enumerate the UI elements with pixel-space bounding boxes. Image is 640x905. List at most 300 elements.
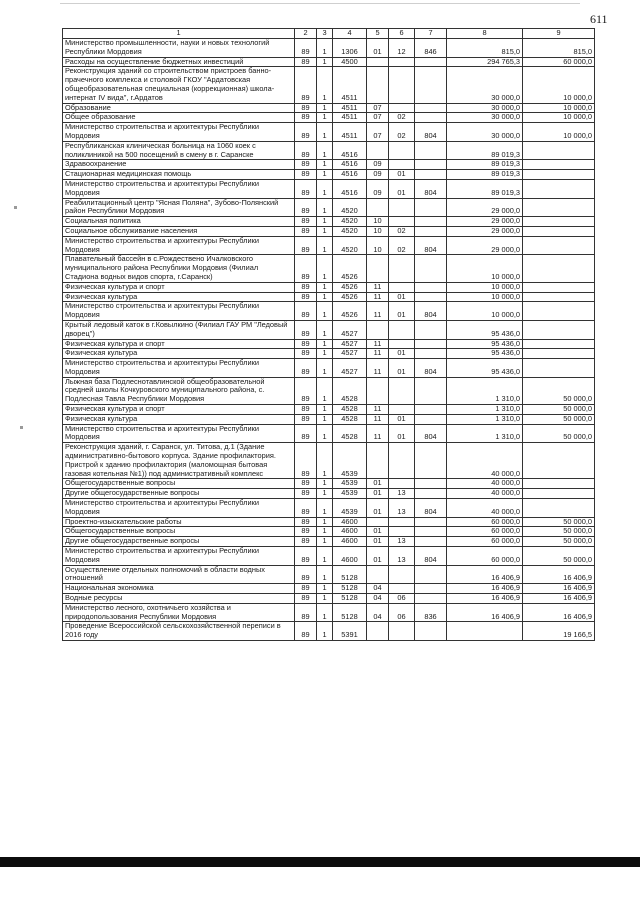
table-row <box>63 179 595 198</box>
cell-sum-1: 40 000,0 <box>447 479 523 489</box>
table-row <box>63 67 595 103</box>
cell-vr <box>415 405 447 415</box>
cell-sum-2: 16 406,9 <box>523 584 595 594</box>
cell-rz: 04 <box>367 584 389 594</box>
cell-sum-2 <box>523 179 595 198</box>
cell-sum-1: 10 000,0 <box>447 302 523 321</box>
cell-sum-2 <box>523 292 595 302</box>
cell-vr <box>415 339 447 349</box>
cell-vr: 804 <box>415 499 447 518</box>
cell-cs: 4527 <box>333 349 367 359</box>
cell-cs: 5128 <box>333 584 367 594</box>
cell-sum-2: 815,0 <box>523 39 595 58</box>
cell-cs: 4520 <box>333 198 367 217</box>
cell-sum-1: 16 406,9 <box>447 594 523 604</box>
cell-pr-sub <box>389 339 415 349</box>
cell-sum-1: 60 000,0 <box>447 537 523 547</box>
cell-sum-2: 16 406,9 <box>523 594 595 604</box>
cell-gr: 89 <box>295 622 317 641</box>
cell-pr-sub: 01 <box>389 170 415 180</box>
cell-vr: 846 <box>415 39 447 58</box>
cell-name: Физическая культура <box>63 349 295 359</box>
cell-cs: 5128 <box>333 565 367 584</box>
cell-gr: 89 <box>295 424 317 443</box>
cell-gr: 89 <box>295 320 317 339</box>
cell-vr <box>415 594 447 604</box>
cell-rz: 07 <box>367 113 389 123</box>
cell-sum-1: 29 000,0 <box>447 236 523 255</box>
cell-gr: 89 <box>295 57 317 67</box>
cell-cs: 4511 <box>333 103 367 113</box>
cell-pr-sub <box>389 67 415 103</box>
cell-sum-2: 16 406,9 <box>523 565 595 584</box>
table-row <box>63 339 595 349</box>
cell-vr <box>415 141 447 160</box>
cell-name: Министерство строительства и архитектуры Республики Мордовия <box>63 359 295 378</box>
cell-pr-sub: 06 <box>389 594 415 604</box>
cell-sum-1: 40 000,0 <box>447 443 523 479</box>
cell-rz: 11 <box>367 349 389 359</box>
cell-name: Другие общегосударственные вопросы <box>63 537 295 547</box>
cell-rz: 01 <box>367 499 389 518</box>
cell-sum-1: 89 019,3 <box>447 160 523 170</box>
table-row <box>63 282 595 292</box>
cell-vr <box>415 57 447 67</box>
cell-sum-2: 60 000,0 <box>523 57 595 67</box>
cell-pr: 1 <box>317 349 333 359</box>
cell-sum-2 <box>523 170 595 180</box>
cell-sum-1: 815,0 <box>447 39 523 58</box>
cell-pr-sub: 01 <box>389 359 415 378</box>
cell-pr-sub: 13 <box>389 537 415 547</box>
cell-cs: 4528 <box>333 424 367 443</box>
cell-name: Реконструкция зданий, г. Саранск, ул. Титова, д.1 (Здание административно-бытового корпуса. Здание профилактория. Пристрой к зданию профилактория (маломощная бытовая газовая котельная №1)) под административный комплекс <box>63 443 295 479</box>
cell-pr: 1 <box>317 282 333 292</box>
cell-vr <box>415 479 447 489</box>
cell-name: Проведение Всероссийской сельскохозяйственной переписи в 2016 году <box>63 622 295 641</box>
cell-name: Физическая культура и спорт <box>63 405 295 415</box>
cell-vr: 836 <box>415 603 447 622</box>
cell-sum-2 <box>523 217 595 227</box>
cell-name: Общее образование <box>63 113 295 123</box>
cell-pr: 1 <box>317 527 333 537</box>
cell-rz <box>367 517 389 527</box>
cell-vr <box>415 320 447 339</box>
cell-cs: 4527 <box>333 320 367 339</box>
cell-pr: 1 <box>317 103 333 113</box>
cell-rz <box>367 443 389 479</box>
cell-cs: 4520 <box>333 236 367 255</box>
margin-mark <box>14 206 17 209</box>
cell-pr: 1 <box>317 603 333 622</box>
cell-rz: 01 <box>367 527 389 537</box>
cell-name: Социальная политика <box>63 217 295 227</box>
cell-rz: 11 <box>367 292 389 302</box>
column-header-2: 2 <box>295 29 317 39</box>
column-header-5: 5 <box>367 29 389 39</box>
cell-vr <box>415 113 447 123</box>
cell-pr: 1 <box>317 443 333 479</box>
cell-sum-2 <box>523 255 595 282</box>
cell-sum-2 <box>523 339 595 349</box>
cell-pr-sub <box>389 141 415 160</box>
table-row <box>63 499 595 518</box>
cell-pr-sub <box>389 160 415 170</box>
cell-pr: 1 <box>317 489 333 499</box>
cell-gr: 89 <box>295 141 317 160</box>
cell-gr: 89 <box>295 292 317 302</box>
cell-sum-2 <box>523 160 595 170</box>
cell-pr-sub: 13 <box>389 489 415 499</box>
cell-vr <box>415 622 447 641</box>
cell-rz: 11 <box>367 302 389 321</box>
cell-pr-sub <box>389 517 415 527</box>
cell-sum-2: 50 000,0 <box>523 424 595 443</box>
cell-vr <box>415 292 447 302</box>
cell-sum-1: 89 019,3 <box>447 141 523 160</box>
cell-sum-2: 50 000,0 <box>523 537 595 547</box>
cell-pr-sub: 01 <box>389 179 415 198</box>
cell-vr <box>415 565 447 584</box>
cell-pr: 1 <box>317 359 333 378</box>
cell-pr: 1 <box>317 179 333 198</box>
cell-vr <box>415 443 447 479</box>
cell-cs: 4539 <box>333 479 367 489</box>
cell-rz: 11 <box>367 282 389 292</box>
table-row <box>63 57 595 67</box>
cell-gr: 89 <box>295 405 317 415</box>
cell-pr: 1 <box>317 517 333 527</box>
cell-name: Крытый ледовый каток в г.Ковылкино (Филиал ГАУ РМ "Ледовый дворец") <box>63 320 295 339</box>
cell-rz: 10 <box>367 217 389 227</box>
cell-name: Республиканская клиническая больница на 1060 коек с поликлиникой на 500 посещений в смену в г. Саранске <box>63 141 295 160</box>
cell-pr: 1 <box>317 236 333 255</box>
cell-pr: 1 <box>317 141 333 160</box>
cell-name: Стационарная медицинская помощь <box>63 170 295 180</box>
cell-rz: 07 <box>367 103 389 113</box>
cell-rz: 11 <box>367 414 389 424</box>
cell-cs: 5128 <box>333 594 367 604</box>
cell-gr: 89 <box>295 414 317 424</box>
cell-gr: 89 <box>295 113 317 123</box>
cell-rz <box>367 565 389 584</box>
cell-rz: 10 <box>367 236 389 255</box>
cell-vr <box>415 414 447 424</box>
cell-gr: 89 <box>295 255 317 282</box>
cell-sum-2 <box>523 141 595 160</box>
cell-pr-sub <box>389 377 415 404</box>
table-row <box>63 414 595 424</box>
cell-rz <box>367 377 389 404</box>
page-number: 611 <box>590 12 608 26</box>
cell-cs: 4527 <box>333 339 367 349</box>
cell-gr: 89 <box>295 527 317 537</box>
table-row <box>63 123 595 142</box>
cell-cs: 4526 <box>333 302 367 321</box>
cell-cs: 4511 <box>333 67 367 103</box>
cell-pr: 1 <box>317 302 333 321</box>
cell-sum-1: 30 000,0 <box>447 67 523 103</box>
cell-vr <box>415 282 447 292</box>
cell-rz: 04 <box>367 594 389 604</box>
cell-pr: 1 <box>317 377 333 404</box>
table-body <box>63 39 595 641</box>
cell-pr: 1 <box>317 67 333 103</box>
cell-cs: 4516 <box>333 179 367 198</box>
table-row <box>63 302 595 321</box>
cell-vr: 804 <box>415 359 447 378</box>
cell-name: Реабилитационный центр "Ясная Поляна", Зубово-Полянский район Республики Мордовия <box>63 198 295 217</box>
cell-pr: 1 <box>317 499 333 518</box>
cell-pr-sub <box>389 217 415 227</box>
cell-pr: 1 <box>317 113 333 123</box>
table-row <box>63 320 595 339</box>
cell-cs: 4500 <box>333 57 367 67</box>
cell-sum-1 <box>447 622 523 641</box>
table-row <box>63 377 595 404</box>
cell-sum-1: 95 436,0 <box>447 349 523 359</box>
cell-gr: 89 <box>295 603 317 622</box>
cell-cs: 4600 <box>333 537 367 547</box>
cell-cs: 4528 <box>333 414 367 424</box>
cell-name: Образование <box>63 103 295 113</box>
cell-sum-1: 16 406,9 <box>447 584 523 594</box>
table-row <box>63 517 595 527</box>
column-header-1: 1 <box>63 29 295 39</box>
cell-name: Министерство промышленности, науки и новых технологий Республики Мордовия <box>63 39 295 58</box>
cell-vr <box>415 489 447 499</box>
cell-vr <box>415 255 447 282</box>
cell-rz: 11 <box>367 424 389 443</box>
cell-pr: 1 <box>317 198 333 217</box>
cell-cs: 4516 <box>333 170 367 180</box>
cell-pr: 1 <box>317 123 333 142</box>
cell-cs: 4520 <box>333 217 367 227</box>
cell-sum-1: 95 436,0 <box>447 359 523 378</box>
table-row <box>63 103 595 113</box>
cell-sum-2 <box>523 359 595 378</box>
cell-pr-sub: 01 <box>389 302 415 321</box>
cell-rz: 01 <box>367 537 389 547</box>
table-row <box>63 443 595 479</box>
cell-pr-sub: 12 <box>389 39 415 58</box>
table-row <box>63 236 595 255</box>
cell-gr: 89 <box>295 377 317 404</box>
cell-vr: 804 <box>415 424 447 443</box>
cell-name: Другие общегосударственные вопросы <box>63 489 295 499</box>
cell-vr <box>415 349 447 359</box>
cell-pr-sub: 02 <box>389 236 415 255</box>
cell-pr-sub: 01 <box>389 424 415 443</box>
column-header-9: 9 <box>523 29 595 39</box>
cell-sum-1: 40 000,0 <box>447 499 523 518</box>
cell-pr: 1 <box>317 339 333 349</box>
cell-gr: 89 <box>295 349 317 359</box>
cell-sum-1: 89 019,3 <box>447 170 523 180</box>
cell-pr: 1 <box>317 405 333 415</box>
cell-sum-2: 10 000,0 <box>523 67 595 103</box>
cell-sum-1: 60 000,0 <box>447 517 523 527</box>
cell-cs: 4528 <box>333 377 367 404</box>
cell-pr-sub <box>389 584 415 594</box>
cell-rz: 09 <box>367 179 389 198</box>
table-row <box>63 622 595 641</box>
cell-vr <box>415 67 447 103</box>
cell-sum-1: 29 000,0 <box>447 217 523 227</box>
cell-sum-1: 29 000,0 <box>447 226 523 236</box>
cell-gr: 89 <box>295 67 317 103</box>
cell-name: Министерство строительства и архитектуры Республики Мордовия <box>63 547 295 566</box>
cell-pr-sub <box>389 479 415 489</box>
cell-rz: 01 <box>367 479 389 489</box>
cell-sum-2 <box>523 479 595 489</box>
cell-sum-2 <box>523 349 595 359</box>
cell-pr: 1 <box>317 160 333 170</box>
cell-pr-sub <box>389 405 415 415</box>
table-row <box>63 39 595 58</box>
cell-cs: 4539 <box>333 489 367 499</box>
cell-rz: 09 <box>367 170 389 180</box>
cell-name: Министерство лесного, охотничьего хозяйства и природопользования Республики Мордовия <box>63 603 295 622</box>
cell-pr-sub: 02 <box>389 226 415 236</box>
cell-gr: 89 <box>295 565 317 584</box>
cell-cs: 4539 <box>333 443 367 479</box>
cell-pr-sub: 01 <box>389 292 415 302</box>
cell-gr: 89 <box>295 339 317 349</box>
cell-name: Министерство строительства и архитектуры Республики Мордовия <box>63 123 295 142</box>
cell-pr-sub: 06 <box>389 603 415 622</box>
margin-mark <box>20 426 23 429</box>
cell-sum-1: 30 000,0 <box>447 123 523 142</box>
cell-sum-2 <box>523 320 595 339</box>
cell-gr: 89 <box>295 584 317 594</box>
cell-name: Общегосударственные вопросы <box>63 527 295 537</box>
cell-name: Министерство строительства и архитектуры Республики Мордовия <box>63 424 295 443</box>
cell-name: Водные ресурсы <box>63 594 295 604</box>
cell-cs: 5391 <box>333 622 367 641</box>
cell-sum-1: 16 406,9 <box>447 603 523 622</box>
cell-sum-2: 10 000,0 <box>523 103 595 113</box>
cell-sum-1: 16 406,9 <box>447 565 523 584</box>
cell-pr-sub: 02 <box>389 123 415 142</box>
table-row <box>63 160 595 170</box>
cell-sum-1: 89 019,3 <box>447 179 523 198</box>
cell-rz <box>367 57 389 67</box>
table-row <box>63 527 595 537</box>
cell-cs: 4600 <box>333 547 367 566</box>
cell-vr <box>415 527 447 537</box>
cell-sum-2 <box>523 443 595 479</box>
table-row <box>63 547 595 566</box>
cell-vr <box>415 517 447 527</box>
cell-cs: 4527 <box>333 359 367 378</box>
cell-pr-sub <box>389 565 415 584</box>
cell-pr: 1 <box>317 170 333 180</box>
table-row <box>63 479 595 489</box>
table-row <box>63 113 595 123</box>
cell-pr-sub <box>389 443 415 479</box>
cell-rz: 01 <box>367 547 389 566</box>
cell-pr-sub <box>389 527 415 537</box>
cell-sum-1: 30 000,0 <box>447 103 523 113</box>
cell-rz: 11 <box>367 359 389 378</box>
table-row <box>63 198 595 217</box>
cell-name: Физическая культура и спорт <box>63 339 295 349</box>
cell-rz: 07 <box>367 123 389 142</box>
cell-gr: 89 <box>295 517 317 527</box>
cell-vr <box>415 584 447 594</box>
cell-sum-1: 95 436,0 <box>447 320 523 339</box>
cell-vr: 804 <box>415 302 447 321</box>
table-row <box>63 603 595 622</box>
cell-pr: 1 <box>317 39 333 58</box>
cell-rz: 09 <box>367 160 389 170</box>
cell-gr: 89 <box>295 217 317 227</box>
cell-sum-1: 1 310,0 <box>447 414 523 424</box>
cell-vr <box>415 198 447 217</box>
cell-rz: 10 <box>367 226 389 236</box>
column-header-3: 3 <box>317 29 333 39</box>
header-row <box>63 29 595 39</box>
scan-top-edge <box>60 3 580 4</box>
table-row <box>63 565 595 584</box>
cell-rz <box>367 67 389 103</box>
cell-pr-sub <box>389 103 415 113</box>
table-row <box>63 255 595 282</box>
cell-sum-2: 50 000,0 <box>523 517 595 527</box>
cell-vr <box>415 160 447 170</box>
cell-cs: 4526 <box>333 292 367 302</box>
cell-cs: 4526 <box>333 282 367 292</box>
cell-gr: 89 <box>295 103 317 113</box>
cell-pr: 1 <box>317 226 333 236</box>
cell-sum-1: 60 000,0 <box>447 527 523 537</box>
cell-sum-2: 19 166,5 <box>523 622 595 641</box>
cell-rz <box>367 255 389 282</box>
table-row <box>63 405 595 415</box>
cell-pr: 1 <box>317 424 333 443</box>
cell-sum-2 <box>523 226 595 236</box>
cell-vr: 804 <box>415 179 447 198</box>
cell-gr: 89 <box>295 479 317 489</box>
cell-sum-2: 50 000,0 <box>523 377 595 404</box>
budget-table <box>62 28 595 641</box>
cell-pr-sub: 01 <box>389 349 415 359</box>
cell-pr: 1 <box>317 584 333 594</box>
cell-pr-sub: 13 <box>389 547 415 566</box>
cell-name: Осуществление отдельных полномочий в области водных отношений <box>63 565 295 584</box>
cell-vr <box>415 537 447 547</box>
cell-rz: 01 <box>367 489 389 499</box>
cell-gr: 89 <box>295 359 317 378</box>
cell-cs: 4511 <box>333 113 367 123</box>
cell-sum-1: 29 000,0 <box>447 198 523 217</box>
cell-vr <box>415 226 447 236</box>
cell-sum-1: 1 310,0 <box>447 424 523 443</box>
cell-rz: 11 <box>367 405 389 415</box>
table-row <box>63 217 595 227</box>
cell-name: Министерство строительства и архитектуры Республики Мордовия <box>63 179 295 198</box>
cell-sum-2: 10 000,0 <box>523 123 595 142</box>
cell-rz: 01 <box>367 39 389 58</box>
cell-sum-2 <box>523 198 595 217</box>
cell-sum-2 <box>523 282 595 292</box>
cell-name: Физическая культура <box>63 414 295 424</box>
cell-pr: 1 <box>317 479 333 489</box>
cell-vr <box>415 377 447 404</box>
cell-sum-2 <box>523 489 595 499</box>
table-row <box>63 424 595 443</box>
